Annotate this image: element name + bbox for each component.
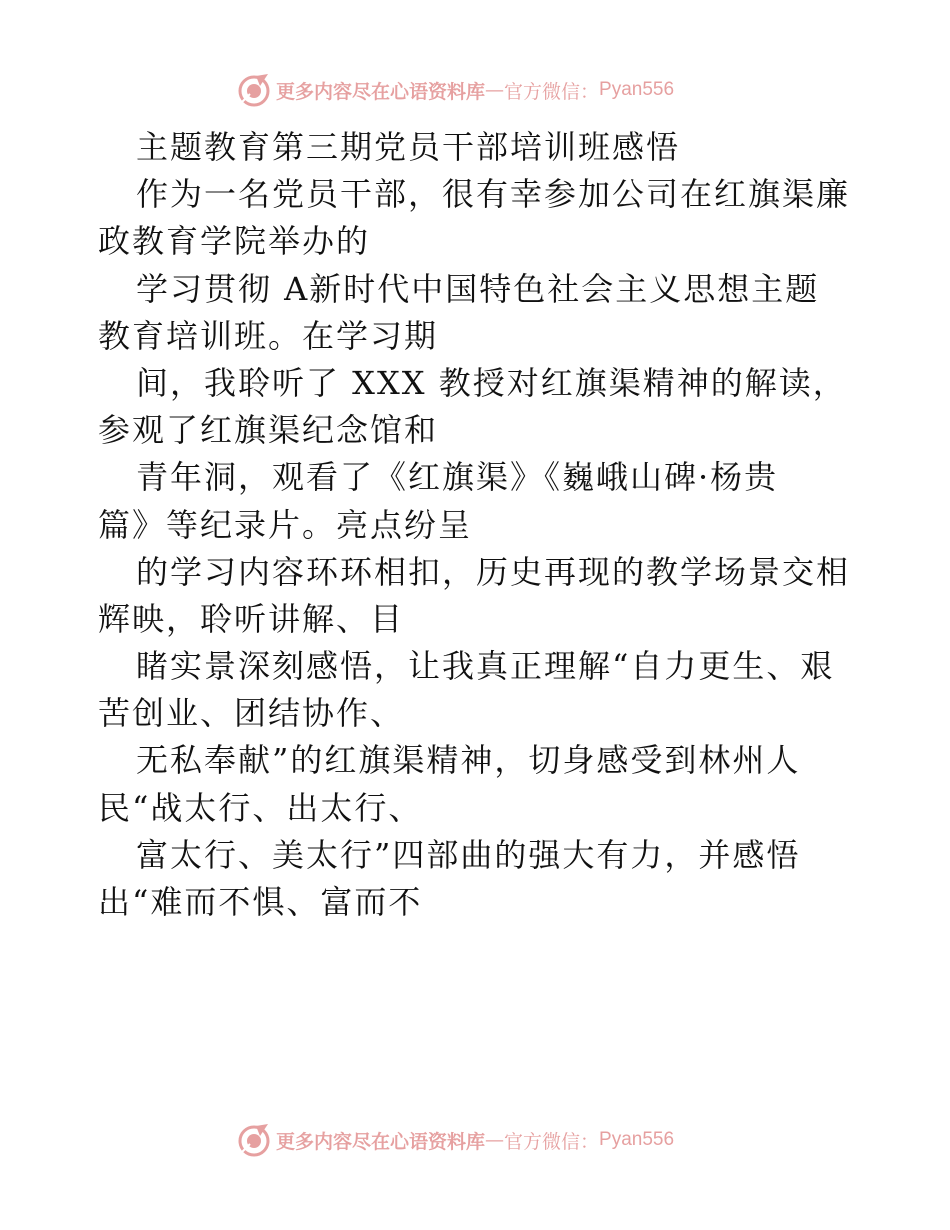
text-line: 主题教育第三期党员干部培训班感悟 — [136, 128, 681, 166]
text-line: 辉映，聆听讲解、目 — [98, 599, 405, 638]
watermark-site-text: 更多内容尽在心语资料库 — [276, 80, 486, 103]
text-line: 富太行、美太行”四部曲的强大有力，并感悟 — [136, 835, 801, 874]
watermark-wechat-id: Pyan556 — [599, 79, 675, 100]
text-line: 苦创业、团结协作、 — [98, 694, 405, 733]
text-line: 学习贯彻 A新时代中国特色社会主义思想主题 — [136, 269, 820, 308]
watermark-wechat-label: 官方微信： — [504, 80, 600, 103]
footer-watermark — [236, 1120, 674, 1160]
text-line: 参观了红旗渠纪念馆和 — [98, 411, 439, 450]
header-watermark — [236, 70, 674, 110]
text-line: 青年洞，观看了《红旗渠》《巍峨山碑·杨贵 — [136, 458, 779, 497]
text-line: 民“战太行、出太行、 — [98, 788, 423, 827]
text-line: 教育培训班。在学习期 — [98, 316, 439, 355]
watermark-site-text: 更多内容尽在心语资料库 — [276, 1130, 486, 1153]
text-line: 睹实景深刻感悟，让我真正理解“自力更生、艰 — [136, 647, 835, 686]
document-body — [98, 124, 888, 926]
watermark-wechat-label: 官方微信： — [504, 1130, 600, 1153]
text-line: 出“难而不惧、富而不 — [98, 883, 423, 921]
watermark-wechat-id: Pyan556 — [599, 1129, 675, 1150]
text-line: 无私奉献”的红旗渠精神，切身感受到林州人 — [136, 741, 801, 780]
text-line: 的学习内容环环相扣，历史再现的教学场景交相 — [136, 552, 851, 591]
quill-logo-icon — [236, 1122, 272, 1158]
watermark-dash: — — [485, 1129, 505, 1151]
text-line: 篇》等纪录片。亮点纷呈 — [98, 505, 473, 544]
text-line: 作为一名党员干部，很有幸参加公司在红旗渠廉 — [136, 175, 851, 214]
quill-logo-icon — [236, 72, 272, 108]
text-line: 政教育学院举办的 — [98, 222, 371, 261]
watermark-dash: — — [485, 79, 505, 101]
text-line: 间，我聆听了 XXX 教授对红旗渠精神的解读， — [136, 363, 847, 402]
